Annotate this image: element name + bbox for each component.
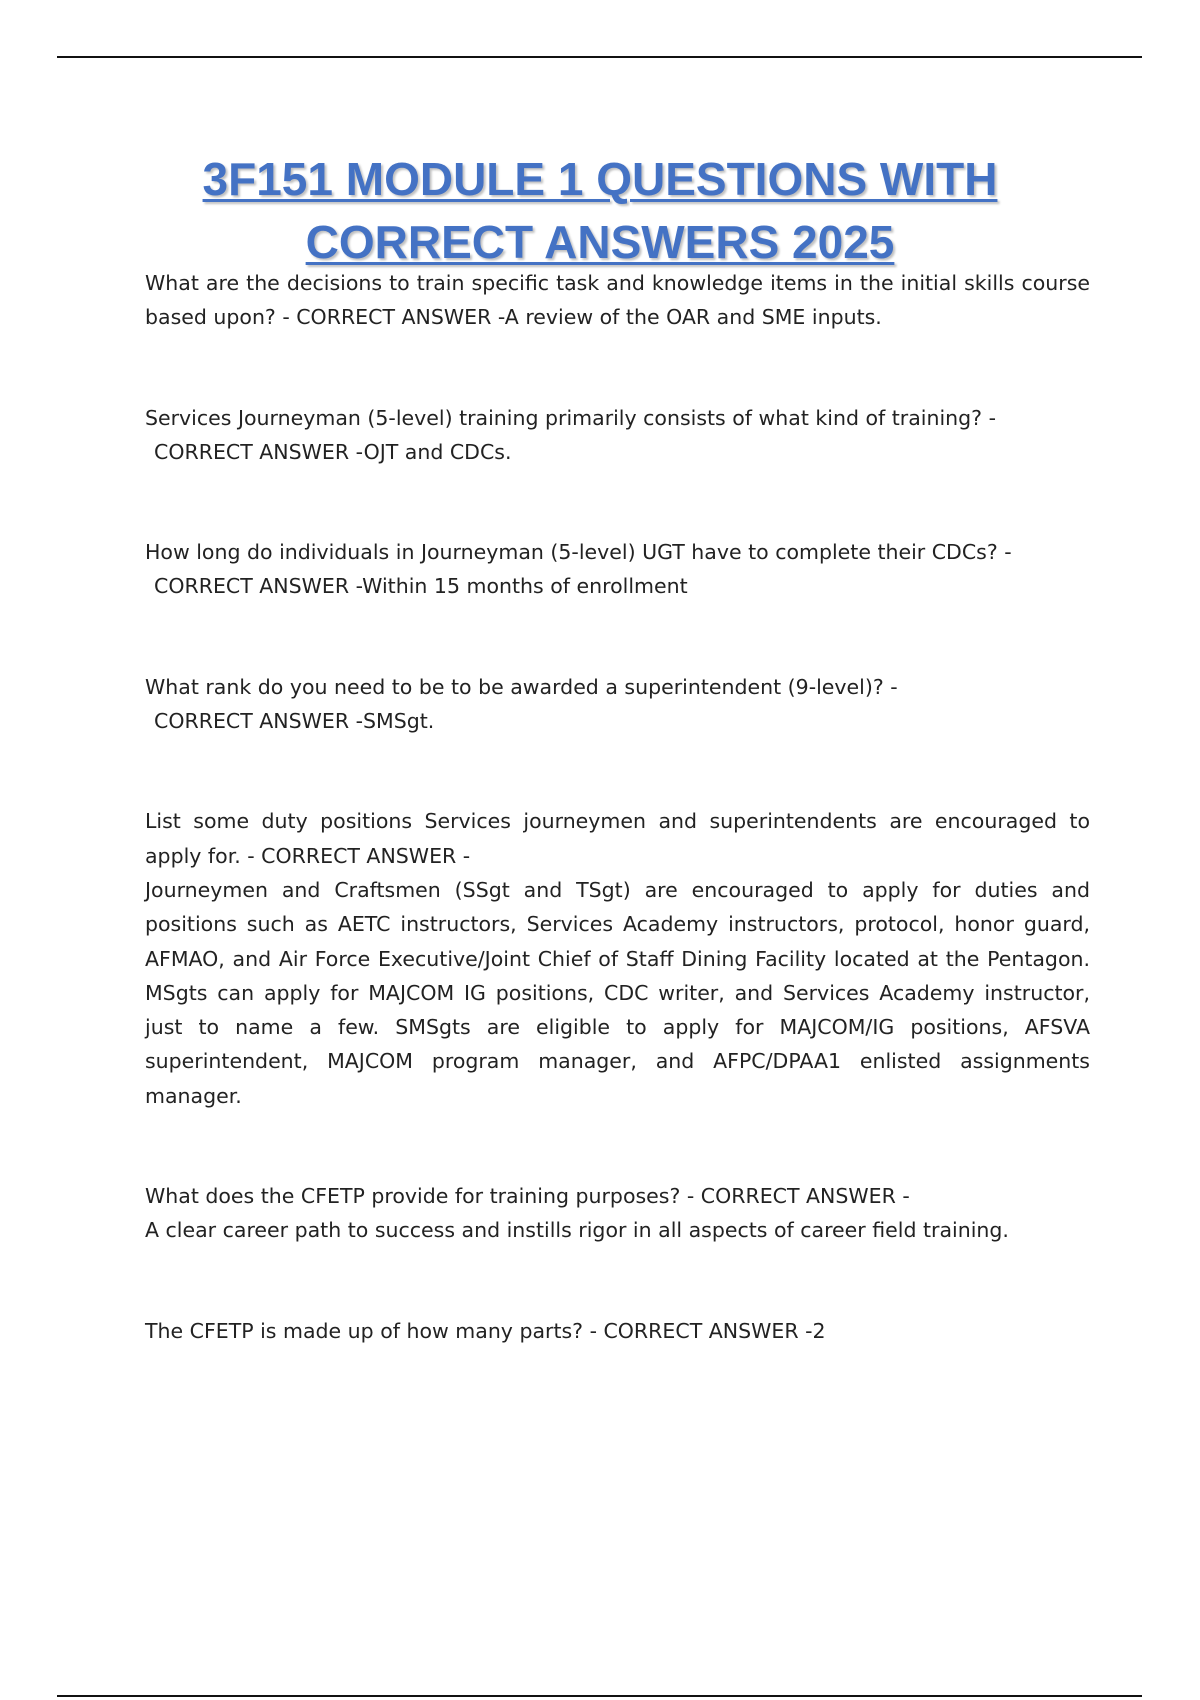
question-text: How long do individuals in Journeyman (5-level) UGT have to complete their CDCs? - (145, 540, 1012, 565)
qa-item (145, 804, 1090, 1113)
qa-item (145, 1314, 1090, 1348)
answer-text: CORRECT ANSWER -SMSgt. (154, 709, 435, 734)
title-line-1: 3F151 MODULE 1 QUESTIONS WITH (202, 153, 998, 205)
document-title (100, 148, 1100, 274)
question-text: What does the CFETP provide for training purposes? - CORRECT ANSWER - (145, 1184, 910, 1209)
title-line-2: CORRECT ANSWERS 2025 (305, 216, 895, 268)
qa-item (145, 266, 1090, 335)
question-text: The CFETP is made up of how many parts? - CORRECT ANSWER -2 (145, 1318, 826, 1343)
answer-text: Journeymen and Craftsmen (SSgt and TSgt) are encouraged to apply for duties and positions such as AETC instructors, Services Academy instructors, protocol, honor guard, AFMAO, and Air Force Executive/Joint Chief of Staff Dining Facility located at the Pentagon. MSgts can apply for MAJCOM IG positions, CDC writer, and Services Academy instructor, just to name a few. SMSgts are eligible to apply for MAJCOM/IG positions, AFSVA superintendent, MAJCOM program manager, and AFPC/DPAA1 enlisted assignments manager. (145, 877, 1090, 1108)
question-text: Services Journeyman (5-level) training primarily consists of what kind of training? - (145, 405, 996, 430)
qa-list (145, 266, 1090, 1414)
qa-item (145, 535, 1090, 604)
answer-text: CORRECT ANSWER -Within 15 months of enrollment (154, 574, 688, 599)
question-text: What rank do you need to be to be awarded a superintendent (9-level)? - (145, 674, 898, 699)
header-rule (57, 56, 1142, 58)
qa-item (145, 401, 1090, 470)
answer-text: CORRECT ANSWER -OJT and CDCs. (154, 439, 512, 464)
answer-text: A clear career path to success and instills rigor in all aspects of career field training. (145, 1218, 1009, 1243)
question-text: What are the decisions to train specific task and knowledge items in the initial skills course based upon? - CORRECT ANSWER -A review of the OAR and SME inputs. (145, 271, 1090, 330)
qa-item (145, 1179, 1090, 1248)
qa-item (145, 670, 1090, 739)
footer-rule (57, 1695, 1142, 1697)
question-text: List some duty positions Services journeymen and superintendents are encouraged to apply for. - CORRECT ANSWER - (145, 809, 1090, 868)
